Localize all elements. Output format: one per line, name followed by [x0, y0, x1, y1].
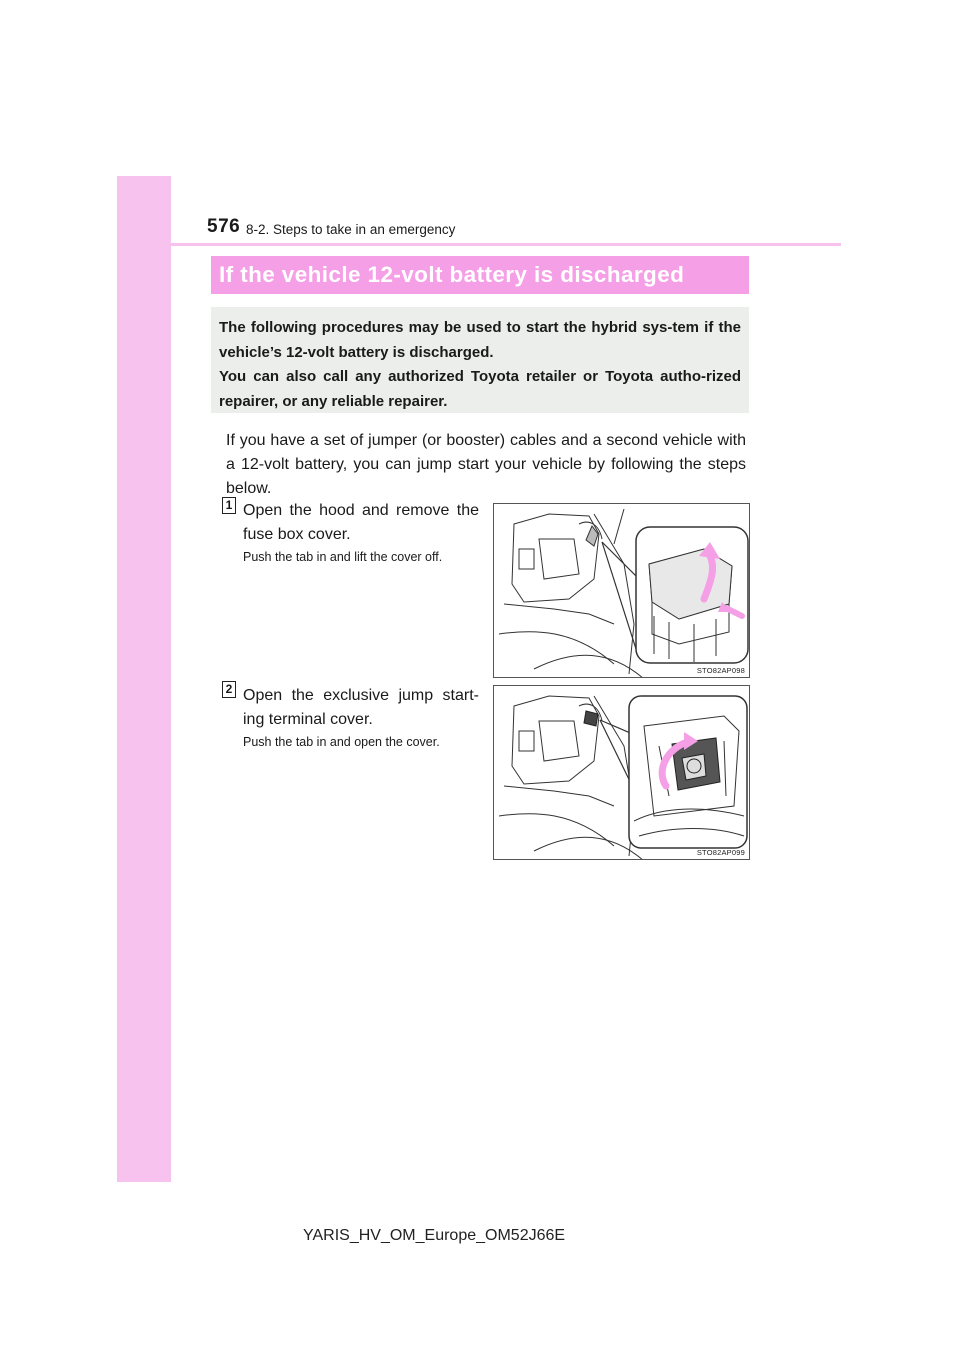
step-1-number: 1 — [222, 497, 236, 514]
section-title: If the vehicle 12-volt battery is discharged — [211, 256, 749, 294]
page-number: 576 — [207, 216, 241, 237]
step-2-title: Open the exclusive jump start-ing terminal cover. — [243, 687, 479, 728]
intro-box — [211, 307, 749, 413]
intro-line-2: You can also call any authorized Toyota retailer or Toyota autho-rized repairer, or any reliable repairer. — [219, 368, 741, 410]
step-1-title: Open the hood and remove the fuse box cover. — [243, 502, 479, 543]
figure-jump-terminal-cover — [493, 685, 750, 860]
engine-bay-illustration-1 — [494, 504, 750, 678]
engine-bay-illustration-2 — [494, 686, 750, 860]
figure-code: STO82AP099 — [696, 848, 745, 857]
footer-document-id: YARIS_HV_OM_Europe_OM52J66E — [303, 1227, 566, 1244]
intro-line-1: The following procedures may be used to start the hybrid sys-tem if the vehicle’s 12-volt battery is discharged. — [219, 319, 741, 361]
step-2-number: 2 — [222, 681, 236, 698]
figure-fuse-box-cover — [493, 503, 750, 678]
step-1-note: Push the tab in and lift the cover off. — [243, 550, 443, 564]
body-paragraph: If you have a set of jumper (or booster) cables and a second vehicle with a 12-volt battery, you can jump start your vehicle by following the steps below. — [226, 432, 746, 497]
figure-code: STO82AP098 — [696, 666, 745, 675]
running-header: 8-2. Steps to take in an emergency — [246, 222, 456, 237]
side-tab-strip — [117, 176, 171, 1182]
step-2-note: Push the tab in and open the cover. — [243, 735, 440, 749]
header-rule — [171, 243, 841, 246]
